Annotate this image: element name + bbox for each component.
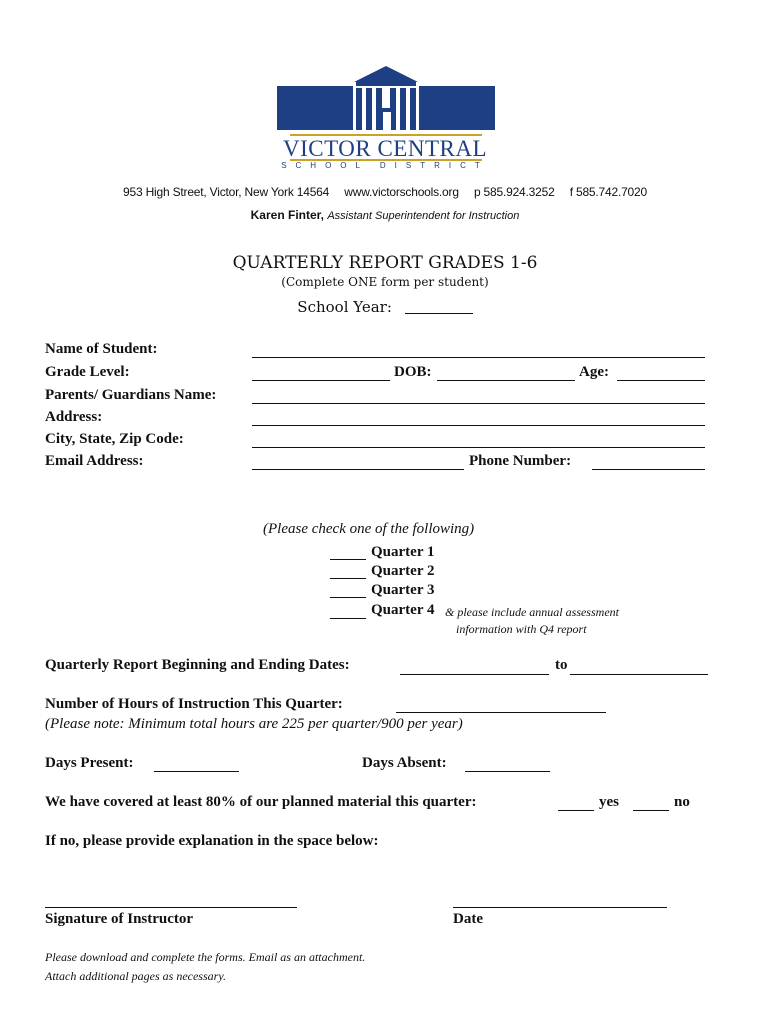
footer-line2: Attach additional pages as necessary. [45, 969, 226, 983]
grade-level-label: Grade Level: [45, 364, 130, 380]
superintendent-name: Karen Finter, [250, 208, 324, 222]
date-label: Date [453, 911, 483, 927]
yes-checkbox[interactable] [558, 810, 594, 811]
begin-date-field[interactable] [400, 674, 549, 675]
grade-level-field[interactable] [252, 380, 390, 381]
footer-line1: Please download and complete the forms. Email as an attachment. [45, 950, 366, 964]
hours-field[interactable] [396, 712, 606, 713]
school-year-field[interactable] [405, 313, 473, 314]
district-address: 953 High Street, Victor, New York 14564 [123, 185, 330, 199]
quarter-4-note-line1: & please include annual assessment [445, 605, 619, 619]
days-absent-field[interactable] [465, 771, 550, 772]
hours-note: (Please note: Minimum total hours are 225 per quarter/900 per year) [45, 716, 463, 732]
superintendent-line [0, 208, 770, 222]
hours-label: Number of Hours of Instruction This Quarter: [45, 696, 343, 712]
quarter-4-checkbox[interactable] [330, 618, 366, 619]
signature-field[interactable] [45, 907, 297, 908]
to-label: to [555, 657, 568, 673]
explanation-label: If no, please provide explanation in the space below: [45, 833, 379, 849]
dates-label: Quarterly Report Beginning and Ending Dates: [45, 657, 350, 673]
quarter-4-note-line2: information with Q4 report [456, 622, 587, 636]
logo-subtitle: SCHOOL DISTRICT [281, 161, 489, 170]
phone-number-label: Phone Number: [469, 453, 572, 469]
city-state-zip-field[interactable] [252, 447, 705, 448]
quarter-3-checkbox[interactable] [330, 597, 366, 598]
superintendent-title: Assistant Superintendent for Instruction [327, 210, 520, 222]
days-present-label: Days Present: [45, 755, 134, 771]
quarter-1-label: Quarter 1 [371, 544, 435, 560]
age-label: Age: [579, 364, 609, 380]
no-checkbox[interactable] [633, 810, 669, 811]
quarter-1-checkbox[interactable] [330, 559, 366, 560]
form-subtitle: (Complete ONE form per student) [281, 275, 489, 289]
quarter-4-label: Quarter 4 [371, 602, 435, 618]
email-field[interactable] [252, 469, 464, 470]
student-name-field[interactable] [252, 357, 705, 358]
district-fax: f 585.742.7020 [569, 185, 647, 199]
phone-number-field[interactable] [592, 469, 705, 470]
logo-name: VICTOR CENTRAL [283, 136, 487, 161]
dob-label: DOB: [394, 364, 432, 380]
check-instruction: (Please check one of the following) [263, 521, 475, 537]
email-label: Email Address: [45, 453, 144, 469]
yes-label: yes [599, 794, 619, 810]
age-field[interactable] [617, 380, 705, 381]
date-field[interactable] [453, 907, 667, 908]
district-phone: p 585.924.3252 [473, 185, 555, 199]
no-label: no [674, 794, 690, 810]
dob-field[interactable] [437, 380, 575, 381]
signature-label: Signature of Instructor [45, 911, 194, 927]
city-state-zip-label: City, State, Zip Code: [45, 431, 184, 447]
quarter-2-checkbox[interactable] [330, 578, 366, 579]
school-year [0, 298, 770, 316]
quarter-2-label: Quarter 2 [371, 563, 435, 579]
parents-field[interactable] [252, 403, 705, 404]
quarter-3-label: Quarter 3 [371, 582, 435, 598]
contact-line [0, 185, 770, 199]
address-label: Address: [45, 409, 103, 425]
district-website[interactable]: www.victorschools.org [344, 185, 459, 199]
student-name-label: Name of Student: [45, 341, 158, 357]
days-present-field[interactable] [154, 771, 239, 772]
school-year-label: School Year: [297, 298, 392, 316]
form-title: QUARTERLY REPORT GRADES 1-6 [232, 253, 538, 273]
covered-label: We have covered at least 80% of our planned material this quarter: [45, 794, 477, 810]
end-date-field[interactable] [570, 674, 708, 675]
address-field[interactable] [252, 425, 705, 426]
parents-label: Parents/ Guardians Name: [45, 387, 217, 403]
days-absent-label: Days Absent: [362, 755, 447, 771]
